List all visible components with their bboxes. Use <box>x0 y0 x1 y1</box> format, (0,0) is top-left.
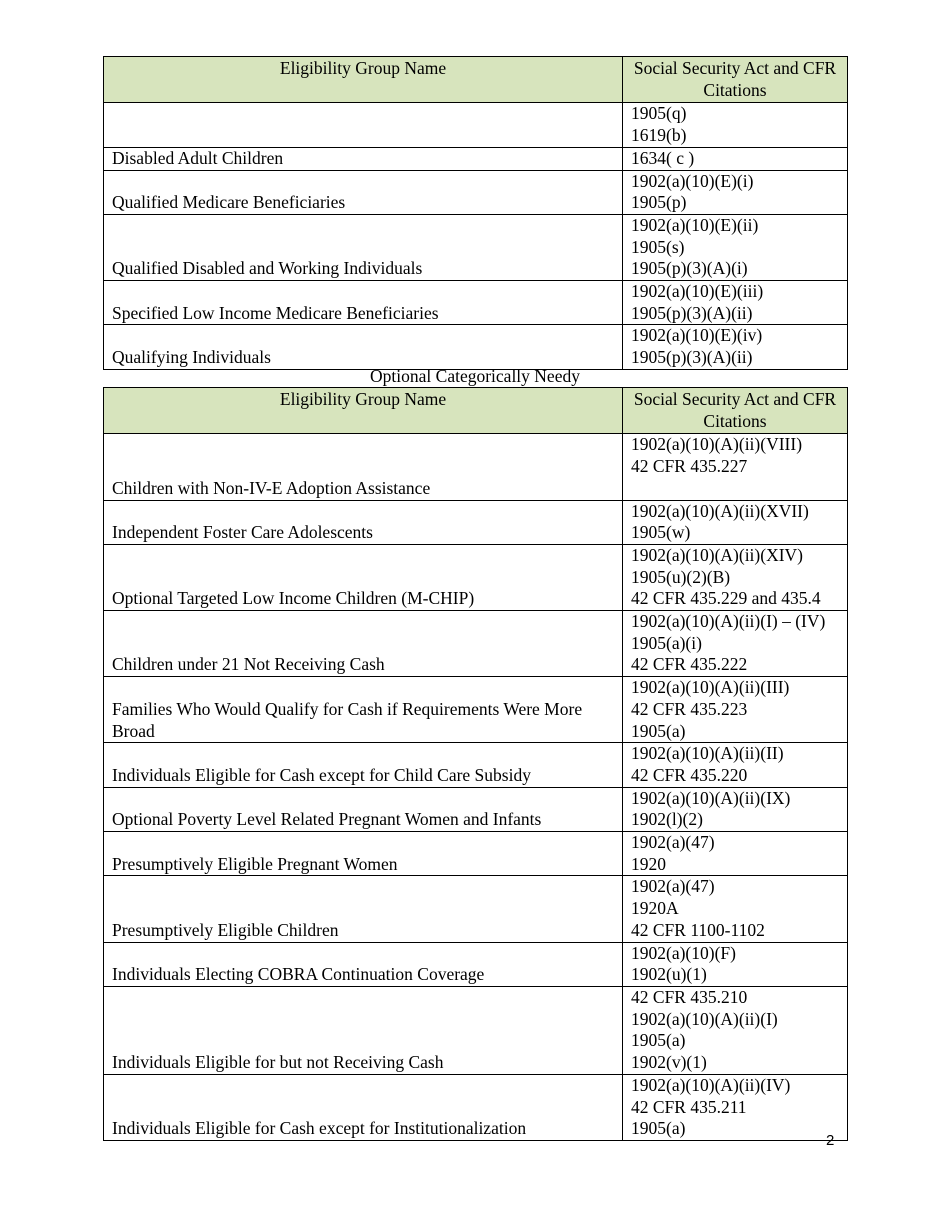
table-row <box>104 942 848 986</box>
table-row <box>104 500 848 544</box>
citation: 1902(a)(10)(A)(ii)(I) – (IV) <box>631 611 826 632</box>
eligibility-group-name: Presumptively Eligible Pregnant Women <box>104 832 623 876</box>
citation: 1920 <box>631 853 666 874</box>
citation: 1902(a)(10)(F) <box>631 942 736 963</box>
citations-cell <box>623 325 848 369</box>
table-row <box>104 434 848 500</box>
citation: 1905(u)(2)(B) <box>631 566 731 587</box>
citation: 1905(a) <box>631 1030 686 1051</box>
citation: 42 CFR 1100-1102 <box>631 919 765 940</box>
citation: 1902(a)(10)(A)(ii)(I) <box>631 1008 778 1029</box>
header-citations: Social Security Act and CFR Citations <box>623 57 848 103</box>
citation: 1905(p)(3)(A)(i) <box>631 258 748 279</box>
citation: 1902(l)(2) <box>631 809 703 830</box>
eligibility-group-name: Individuals Eligible for Cash except for Institutionalization <box>104 1074 623 1140</box>
citations-cell <box>623 281 848 325</box>
citations-cell <box>623 986 848 1074</box>
eligibility-group-name: Families Who Would Qualify for Cash if Requirements Were More Broad <box>104 677 623 743</box>
eligibility-group-name: Disabled Adult Children <box>104 147 623 170</box>
citation: 1905(p)(3)(A)(ii) <box>631 302 753 323</box>
page-number: 2 <box>826 1132 835 1149</box>
eligibility-group-name: Optional Targeted Low Income Children (M-CHIP) <box>104 544 623 610</box>
citation: 1902(a)(10)(A)(ii)(XVII) <box>631 500 809 521</box>
header-group-name: Eligibility Group Name <box>104 57 623 103</box>
table-row <box>104 214 848 280</box>
citation: 42 CFR 435.229 and 435.4 <box>631 588 821 609</box>
eligibility-group-name: Qualified Medicare Beneficiaries <box>104 170 623 214</box>
header-citations: Social Security Act and CFR Citations <box>623 388 848 434</box>
table-row <box>104 677 848 743</box>
citation: 42 CFR 435.220 <box>631 764 748 785</box>
citation: 1902(a)(10)(E)(i) <box>631 170 754 191</box>
table-row <box>104 832 848 876</box>
citation: 1902(a)(10)(A)(ii)(IV) <box>631 1074 791 1095</box>
table-row <box>104 787 848 831</box>
citation: 1634( c ) <box>631 147 695 168</box>
eligibility-group-name: Individuals Eligible for but not Receiving Cash <box>104 986 623 1074</box>
header-group-name: Eligibility Group Name <box>104 388 623 434</box>
table-body <box>104 434 848 1141</box>
eligibility-group-name: Specified Low Income Medicare Beneficiaries <box>104 281 623 325</box>
table-row <box>104 743 848 787</box>
table-row <box>104 1074 848 1140</box>
citation: 1905(p) <box>631 192 687 213</box>
citation: 1905(p)(3)(A)(ii) <box>631 347 753 368</box>
citation: 1902(a)(10)(E)(iii) <box>631 281 764 302</box>
table-header-row <box>104 388 848 434</box>
table-row <box>104 103 848 147</box>
citations-cell <box>623 876 848 942</box>
eligibility-table-optional <box>103 387 848 1141</box>
citation: 1905(w) <box>631 522 691 543</box>
table-row <box>104 281 848 325</box>
eligibility-group-name: Individuals Electing COBRA Continuation Coverage <box>104 942 623 986</box>
citation: 1902(a)(47) <box>631 876 715 897</box>
citation: 1902(a)(10)(E)(ii) <box>631 214 759 235</box>
table-row <box>104 876 848 942</box>
eligibility-table-mandatory <box>103 56 848 370</box>
table-row <box>104 170 848 214</box>
citation: 1905(s) <box>631 236 685 257</box>
citation: 1902(a)(10)(A)(ii)(III) <box>631 677 790 698</box>
eligibility-group-name: Qualified Disabled and Working Individuals <box>104 214 623 280</box>
citations-cell <box>623 611 848 677</box>
citation: 1619(b) <box>631 125 687 146</box>
table-row <box>104 325 848 369</box>
citation: 42 CFR 435.211 <box>631 1096 747 1117</box>
citation: 1902(a)(10)(A)(ii)(XIV) <box>631 544 804 565</box>
citation: 42 CFR 435.222 <box>631 654 748 675</box>
table-row <box>104 147 848 170</box>
citation: 1902(a)(10)(A)(ii)(VIII) <box>631 434 803 455</box>
citations-cell <box>623 942 848 986</box>
eligibility-group-name: Children under 21 Not Receiving Cash <box>104 611 623 677</box>
eligibility-group-name: Qualifying Individuals <box>104 325 623 369</box>
citation: 1902(a)(10)(A)(ii)(II) <box>631 743 784 764</box>
eligibility-group-name: Children with Non-IV-E Adoption Assistance <box>104 434 623 500</box>
eligibility-group-name: Independent Foster Care Adolescents <box>104 500 623 544</box>
table-row <box>104 986 848 1074</box>
citation: 42 CFR 435.223 <box>631 698 748 719</box>
section-title: Optional Categorically Needy <box>370 366 580 386</box>
citations-cell <box>623 544 848 610</box>
citations-cell <box>623 743 848 787</box>
eligibility-group-name: Optional Poverty Level Related Pregnant Women and Infants <box>104 787 623 831</box>
citations-cell <box>623 170 848 214</box>
citation: 1920A <box>631 898 679 919</box>
citations-cell <box>623 500 848 544</box>
citation <box>631 478 847 500</box>
citation: 1905(a) <box>631 1118 686 1139</box>
citation: 1902(a)(10)(A)(ii)(IX) <box>631 787 791 808</box>
citations-cell <box>623 434 848 500</box>
citations-cell <box>623 677 848 743</box>
citation: 1902(a)(10)(E)(iv) <box>631 325 763 346</box>
citation: 1902(v)(1) <box>631 1052 707 1073</box>
citation: 1905(a)(i) <box>631 632 702 653</box>
citation: 1902(a)(47) <box>631 832 715 853</box>
citations-cell <box>623 214 848 280</box>
citation: 42 CFR 435.210 <box>631 986 748 1007</box>
table-row <box>104 544 848 610</box>
citations-cell <box>623 103 848 147</box>
citations-cell <box>623 147 848 170</box>
citation: 1905(q) <box>631 103 687 124</box>
eligibility-group-name: Individuals Eligible for Cash except for Child Care Subsidy <box>104 743 623 787</box>
eligibility-group-name <box>104 103 623 147</box>
citations-cell <box>623 832 848 876</box>
citations-cell <box>623 787 848 831</box>
table-body <box>104 103 848 369</box>
table-row <box>104 611 848 677</box>
table-header-row <box>104 57 848 103</box>
eligibility-group-name: Presumptively Eligible Children <box>104 876 623 942</box>
citation: 1905(a) <box>631 720 686 741</box>
citation: 1902(u)(1) <box>631 964 707 985</box>
citation: 42 CFR 435.227 <box>631 456 748 477</box>
citations-cell <box>623 1074 848 1140</box>
